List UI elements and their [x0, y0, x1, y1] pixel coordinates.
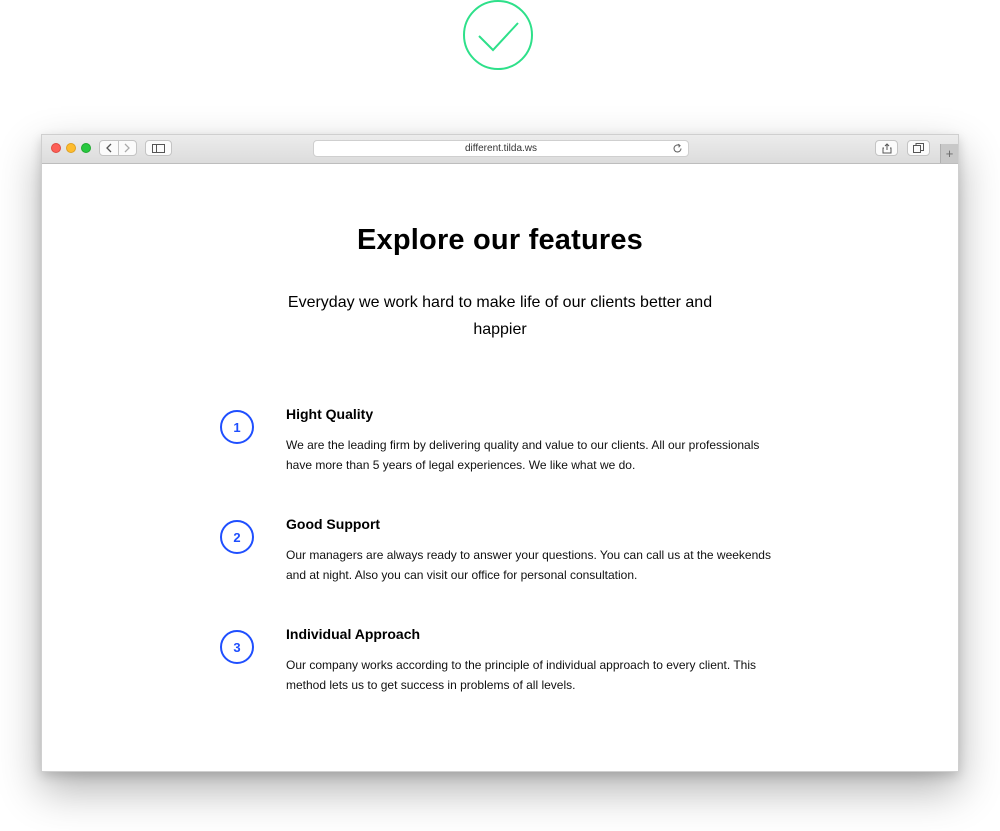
- browser-window: [41, 134, 959, 772]
- navigation-buttons: [99, 140, 137, 156]
- back-button[interactable]: [100, 141, 118, 155]
- feature-description: Our managers are always ready to answer your questions. You can call us at the weekends and at night. Also you can visit our office for personal consultation.: [286, 548, 771, 582]
- check-circle-icon: [462, 0, 534, 72]
- page-subtitle: Everyday we work hard to make life of our clients better and happier: [287, 294, 713, 338]
- share-button[interactable]: [875, 140, 898, 156]
- new-tab-button[interactable]: +: [940, 144, 958, 163]
- sidebar-button[interactable]: [145, 140, 172, 156]
- minimize-window-button[interactable]: [66, 143, 76, 153]
- feature-number-badge: 1: [220, 410, 254, 444]
- page-title: Explore our features: [356, 224, 644, 256]
- zoom-window-button[interactable]: [81, 143, 91, 153]
- tabs-overview-button[interactable]: [907, 140, 930, 156]
- share-icon: [882, 143, 892, 154]
- browser-toolbar: [42, 135, 958, 164]
- feature-number-badge: 3: [220, 630, 254, 664]
- feature-description: We are the leading firm by delivering quality and value to our clients. All our professionals have more than 5 years of legal experiences. We like what we do.: [286, 438, 760, 472]
- feature-title: Good Support: [286, 516, 381, 532]
- reload-icon[interactable]: [672, 143, 683, 154]
- sidebar-icon: [152, 144, 165, 153]
- chevron-left-icon: [105, 143, 113, 153]
- tabs-overview-icon: [913, 143, 924, 153]
- feature-title: Hight Quality: [286, 406, 374, 422]
- address-bar[interactable]: [313, 140, 689, 157]
- feature-description: Our company works according to the principle of individual approach to every client. This method lets us to get success in problems of all levels.: [286, 658, 757, 692]
- feature-title: Individual Approach: [286, 626, 421, 642]
- address-text: different.tilda.ws: [464, 143, 538, 154]
- forward-button[interactable]: [118, 141, 136, 155]
- close-window-button[interactable]: [51, 143, 61, 153]
- page-content: [42, 164, 958, 771]
- feature-number-badge: 2: [220, 520, 254, 554]
- chevron-right-icon: [123, 143, 131, 153]
